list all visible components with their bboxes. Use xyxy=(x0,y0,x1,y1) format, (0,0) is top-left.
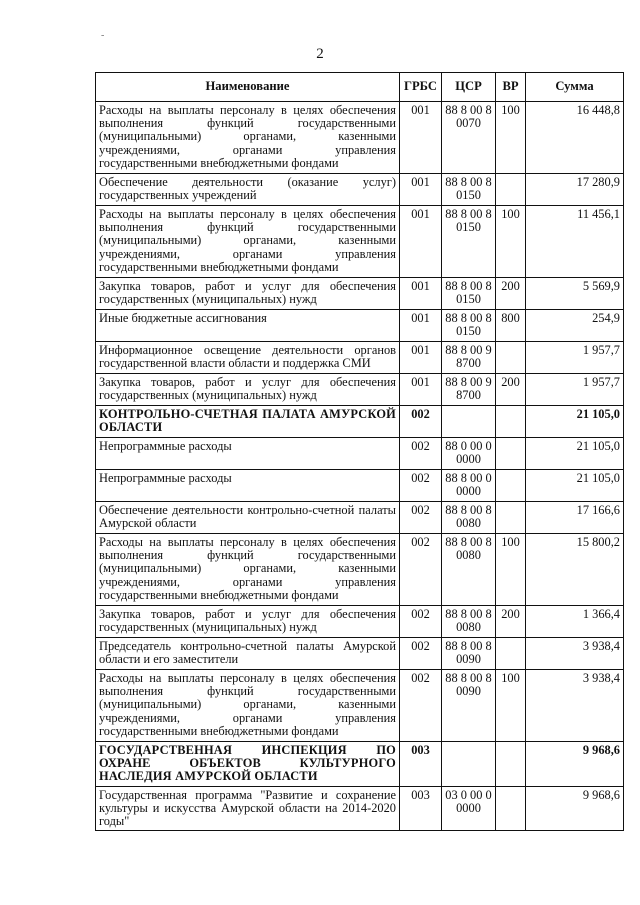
cell-name: Закупка товаров, работ и услуг для обеспечения государственных (муниципальных) нужд xyxy=(96,374,400,406)
cell-csr: 88 8 00 80080 xyxy=(442,502,496,534)
cell-vr: 100 xyxy=(496,534,526,606)
budget-table xyxy=(95,72,624,831)
table-row xyxy=(96,502,624,534)
cell-csr: 88 8 00 80080 xyxy=(442,606,496,638)
table-row xyxy=(96,174,624,206)
cell-vr xyxy=(496,342,526,374)
cell-name: Государственная программа "Развитие и сохранение культуры и искусства Амурской области на 2014-2020 годы" xyxy=(96,786,400,831)
cell-vr xyxy=(496,470,526,502)
cell-grbs: 002 xyxy=(400,638,442,670)
cell-csr: 88 8 00 80150 xyxy=(442,174,496,206)
cell-sum: 3 938,4 xyxy=(526,638,624,670)
cell-name: Расходы на выплаты персоналу в целях обеспечения выполнения функций государственными (муниципальными) органами, казенными учреждениями, органами управления государственными внебюджетными фондами xyxy=(96,206,400,278)
cell-sum: 21 105,0 xyxy=(526,406,624,438)
cell-sum: 21 105,0 xyxy=(526,438,624,470)
cell-csr: 88 8 00 00000 xyxy=(442,470,496,502)
table-header-row xyxy=(96,73,624,102)
cell-name: Закупка товаров, работ и услуг для обеспечения государственных (муниципальных) нужд xyxy=(96,278,400,310)
cell-name: ГОСУДАРСТВЕННАЯ ИНСПЕКЦИЯ ПО ОХРАНЕ ОБЪЕКТОВ КУЛЬТУРНОГО НАСЛЕДИЯ АМУРСКОЙ ОБЛАСТИ xyxy=(96,742,400,787)
header-grbs: ГРБС xyxy=(400,73,442,102)
cell-grbs: 002 xyxy=(400,670,442,742)
table-row xyxy=(96,786,624,831)
cell-vr: 200 xyxy=(496,374,526,406)
table-row xyxy=(96,670,624,742)
cell-sum: 254,9 xyxy=(526,310,624,342)
cell-sum: 9 968,6 xyxy=(526,742,624,787)
cell-csr: 88 8 00 98700 xyxy=(442,342,496,374)
cell-sum: 15 800,2 xyxy=(526,534,624,606)
cell-grbs: 001 xyxy=(400,278,442,310)
cell-vr xyxy=(496,638,526,670)
scan-mark: - xyxy=(101,30,105,41)
header-csr: ЦСР xyxy=(442,73,496,102)
cell-name: Информационное освещение деятельности органов государственной власти области и поддержка СМИ xyxy=(96,342,400,374)
cell-csr: 88 8 00 80070 xyxy=(442,102,496,174)
cell-csr: 88 0 00 00000 xyxy=(442,438,496,470)
table-row xyxy=(96,342,624,374)
cell-grbs: 002 xyxy=(400,438,442,470)
cell-sum: 5 569,9 xyxy=(526,278,624,310)
cell-vr xyxy=(496,174,526,206)
cell-grbs: 001 xyxy=(400,102,442,174)
page-number: 2 xyxy=(316,46,324,62)
cell-grbs: 002 xyxy=(400,470,442,502)
cell-sum: 1 957,7 xyxy=(526,342,624,374)
table-row xyxy=(96,534,624,606)
cell-csr: 88 8 00 80150 xyxy=(442,310,496,342)
cell-grbs: 001 xyxy=(400,342,442,374)
cell-sum: 3 938,4 xyxy=(526,670,624,742)
header-vr: ВР xyxy=(496,73,526,102)
cell-name: Непрограммные расходы xyxy=(96,470,400,502)
cell-grbs: 001 xyxy=(400,174,442,206)
cell-name: КОНТРОЛЬНО-СЧЕТНАЯ ПАЛАТА АМУРСКОЙ ОБЛАСТИ xyxy=(96,406,400,438)
cell-sum: 17 166,6 xyxy=(526,502,624,534)
cell-name: Обеспечение деятельности контрольно-счетной палаты Амурской области xyxy=(96,502,400,534)
cell-csr: 88 8 00 98700 xyxy=(442,374,496,406)
table-row xyxy=(96,374,624,406)
cell-sum: 17 280,9 xyxy=(526,174,624,206)
cell-grbs: 003 xyxy=(400,742,442,787)
cell-vr xyxy=(496,438,526,470)
cell-grbs: 003 xyxy=(400,786,442,831)
table-row xyxy=(96,102,624,174)
cell-grbs: 001 xyxy=(400,206,442,278)
table-section-row xyxy=(96,742,624,787)
cell-sum: 1 366,4 xyxy=(526,606,624,638)
cell-grbs: 002 xyxy=(400,534,442,606)
cell-csr: 88 8 00 80080 xyxy=(442,534,496,606)
cell-sum: 16 448,8 xyxy=(526,102,624,174)
cell-grbs: 002 xyxy=(400,502,442,534)
cell-grbs: 002 xyxy=(400,606,442,638)
cell-name: Расходы на выплаты персоналу в целях обеспечения выполнения функций государственными (муниципальными) органами, казенными учреждениями, органами управления государственными внебюджетными фондами xyxy=(96,102,400,174)
cell-sum: 1 957,7 xyxy=(526,374,624,406)
cell-name: Обеспечение деятельности (оказание услуг) государственных учреждений xyxy=(96,174,400,206)
cell-vr: 100 xyxy=(496,670,526,742)
table-row xyxy=(96,606,624,638)
table-row xyxy=(96,638,624,670)
cell-vr: 100 xyxy=(496,102,526,174)
cell-name: Председатель контрольно-счетной палаты Амурской области и его заместители xyxy=(96,638,400,670)
cell-csr: 88 8 00 80090 xyxy=(442,638,496,670)
cell-vr xyxy=(496,502,526,534)
table-row xyxy=(96,438,624,470)
cell-grbs: 002 xyxy=(400,406,442,438)
cell-csr xyxy=(442,406,496,438)
cell-sum: 21 105,0 xyxy=(526,470,624,502)
header-name: Наименование xyxy=(96,73,400,102)
cell-vr: 100 xyxy=(496,206,526,278)
cell-sum: 11 456,1 xyxy=(526,206,624,278)
cell-sum: 9 968,6 xyxy=(526,786,624,831)
cell-csr: 03 0 00 00000 xyxy=(442,786,496,831)
table-row xyxy=(96,278,624,310)
cell-csr xyxy=(442,742,496,787)
cell-grbs: 001 xyxy=(400,374,442,406)
cell-vr xyxy=(496,786,526,831)
cell-csr: 88 8 00 80150 xyxy=(442,206,496,278)
cell-name: Закупка товаров, работ и услуг для обеспечения государственных (муниципальных) нужд xyxy=(96,606,400,638)
table-section-row xyxy=(96,406,624,438)
cell-name: Иные бюджетные ассигнования xyxy=(96,310,400,342)
table-row xyxy=(96,310,624,342)
cell-name: Расходы на выплаты персоналу в целях обеспечения выполнения функций государственными (муниципальными) органами, казенными учреждениями, органами управления государственными внебюджетными фондами xyxy=(96,670,400,742)
header-sum: Сумма xyxy=(526,73,624,102)
cell-name: Расходы на выплаты персоналу в целях обеспечения выполнения функций государственными (муниципальными) органами, казенными учреждениями, органами управления государственными внебюджетными фондами xyxy=(96,534,400,606)
table-row xyxy=(96,470,624,502)
cell-name: Непрограммные расходы xyxy=(96,438,400,470)
cell-vr: 200 xyxy=(496,278,526,310)
table-row xyxy=(96,206,624,278)
cell-vr: 800 xyxy=(496,310,526,342)
cell-vr xyxy=(496,406,526,438)
cell-csr: 88 8 00 80150 xyxy=(442,278,496,310)
cell-vr: 200 xyxy=(496,606,526,638)
cell-vr xyxy=(496,742,526,787)
cell-csr: 88 8 00 80090 xyxy=(442,670,496,742)
cell-grbs: 001 xyxy=(400,310,442,342)
